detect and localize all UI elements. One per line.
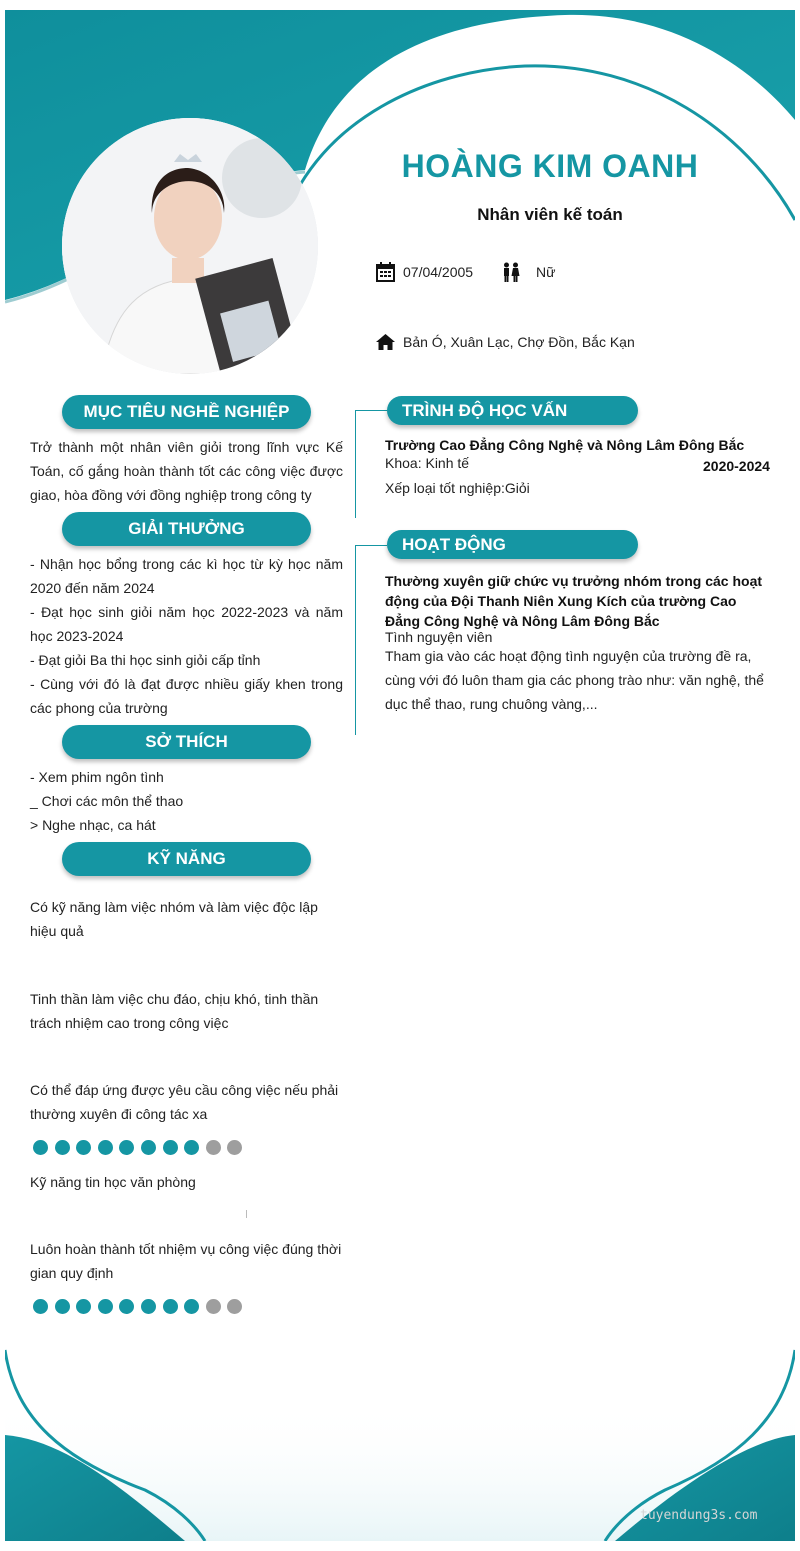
hobby-item: - Xem phim ngôn tình [30,769,164,785]
skill-rating [33,1140,242,1155]
activities-timeline-line [355,545,356,735]
award-item: - Đạt giỏi Ba thi học sinh giỏi cấp tỉnh [30,652,261,668]
skills-heading: KỸ NĂNG [62,842,311,876]
hobby-item: > Nghe nhạc, ca hát [30,817,156,833]
rating-dot-filled [184,1299,199,1314]
education-period: 2020-2024 [703,458,770,474]
education-heading: TRÌNH ĐỘ HỌC VẤN [387,396,638,425]
awards-heading: GIẢI THƯỞNG [62,512,311,546]
education-grade: Xếp loại tốt nghiệp:Giỏi [385,480,530,496]
award-item: - Cùng với đó là đạt được nhiều giấy khen trong các phong của trường [30,676,343,716]
rating-dot-filled [141,1299,156,1314]
education-faculty: Khoa: Kinh tế [385,455,470,471]
job-title: Nhân viên kế toán [477,205,623,224]
objective-heading: MỤC TIÊU NGHỀ NGHIỆP [62,395,311,429]
gender-row [502,262,555,282]
birthdate-row [376,262,473,282]
rating-dot-filled [119,1140,134,1155]
skill-item: Luôn hoàn thành tốt nhiệm vụ công việc đúng thời gian quy định [30,1241,342,1281]
rating-dot-filled [76,1140,91,1155]
gender-icon [502,262,520,282]
gender-value: Nữ [536,264,556,280]
calendar-icon [376,262,395,282]
rating-dot-filled [55,1140,70,1155]
hobbies-heading: SỞ THÍCH [62,725,311,759]
objective-text: Trở thành một nhân viên giỏi trong lĩnh vực Kế Toán, cố gắng hoàn thành tốt các công việc được giao, hòa đồng với đồng nghiệp trong công ty [30,439,343,503]
skill-item: Tinh thần làm việc chu đáo, chịu khó, tinh thần trách nhiệm cao trong công việc [30,991,319,1031]
divider-tick [246,1210,247,1218]
rating-dot-filled [76,1299,91,1314]
rating-dot-filled [55,1299,70,1314]
rating-dot-empty [227,1140,242,1155]
rating-dot-filled [141,1140,156,1155]
award-item: - Đạt học sinh giỏi năm học 2022-2023 và năm học 2023-2024 [30,604,343,644]
education-connector [355,410,387,411]
rating-dot-filled [163,1140,178,1155]
rating-dot-filled [98,1140,113,1155]
rating-dot-empty [206,1140,221,1155]
skill-rating [33,1299,242,1314]
rating-dot-empty [227,1299,242,1314]
watermark: tuyendung3s.com [640,1508,758,1523]
profile-photo [62,118,318,374]
address-row [376,334,635,350]
rating-dot-filled [98,1299,113,1314]
activities-heading: HOẠT ĐỘNG [387,530,638,559]
education-school: Trường Cao Đẳng Công Nghệ và Nông Lâm Đông Bắc [385,437,745,453]
award-item: - Nhận học bổng trong các kì học từ kỳ học năm 2020 đến năm 2024 [30,556,343,596]
rating-dot-filled [119,1299,134,1314]
rating-dot-filled [33,1140,48,1155]
home-icon [376,334,395,350]
activity-title: Thường xuyên giữ chức vụ trưởng nhóm trong các hoạt động của Đội Thanh Niên Xung Kích của trường Cao Đẳng Công Nghệ và Nông Lâm Đông Bắc [385,573,763,629]
rating-dot-filled [163,1299,178,1314]
rating-dot-empty [206,1299,221,1314]
activities-connector [355,545,387,546]
activity-description: Tham gia vào các hoạt động tình nguyện của trường đề ra, cùng với đó luôn tham gia các phong trào như: văn nghệ, thể dục thể thao, rung chuông vàng,... [385,648,764,712]
birthdate-value: 07/04/2005 [403,264,474,280]
education-timeline-line [355,410,356,518]
skill-item: Có kỹ năng làm việc nhóm và làm việc độc lập hiệu quả [30,899,318,939]
skill-item: Kỹ năng tin học văn phòng [30,1174,196,1190]
rating-dot-filled [184,1140,199,1155]
address-value: Bản Ó, Xuân Lạc, Chợ Đồn, Bắc Kạn [403,334,635,350]
activity-role: Tình nguyện viên [385,629,493,645]
candidate-name: HOÀNG KIM OANH [401,148,699,184]
rating-dot-filled [33,1299,48,1314]
skill-item: Có thể đáp ứng được yêu cầu công việc nếu phải thường xuyên đi công tác xa [30,1082,339,1122]
hobby-item: _ Chơi các môn thể thao [30,793,184,809]
